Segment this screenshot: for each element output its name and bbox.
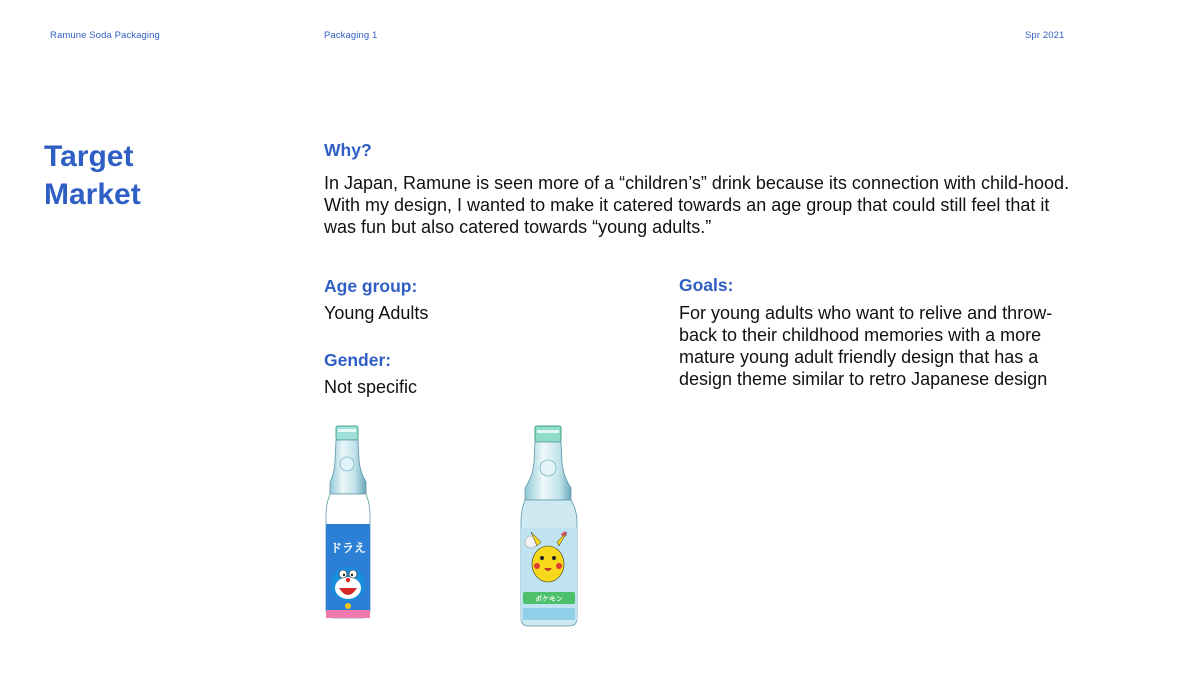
- why-heading: Why?: [324, 140, 372, 160]
- header-term: Spr 2021: [1025, 30, 1065, 41]
- header-project: Ramune Soda Packaging: [50, 30, 160, 41]
- gender-value: Not specific: [324, 377, 418, 397]
- age-group-value: Young Adults: [324, 303, 429, 323]
- goals-heading: Goals:: [679, 275, 734, 295]
- svg-text:ポケモン: ポケモン: [535, 595, 563, 603]
- svg-text:ドラえ: ドラえ: [329, 541, 367, 555]
- header-course: Packaging 1: [324, 30, 378, 41]
- page-title-line-2: Market: [44, 178, 141, 211]
- page-title: [44, 138, 264, 214]
- doraemon-ramune-bottle-image: [322, 424, 384, 624]
- page-title-line-1: Target: [44, 140, 134, 173]
- age-group-heading: Age group:: [324, 276, 418, 296]
- why-paragraph: In Japan, Ramune is seen more of a “children’s” drink because its connection with child-hood. With my design, I wanted to make it catered towards an age group that could still feel that it was fun but also catered towards “young adults.”: [324, 173, 1070, 237]
- gender-heading: Gender:: [324, 350, 392, 370]
- pikachu-ramune-bottle-image: [515, 424, 583, 630]
- goals-paragraph: For young adults who want to relive and throw-back to their childhood memories with a more mature young adult friendly design that has a design theme similar to retro Japanese design: [679, 303, 1053, 389]
